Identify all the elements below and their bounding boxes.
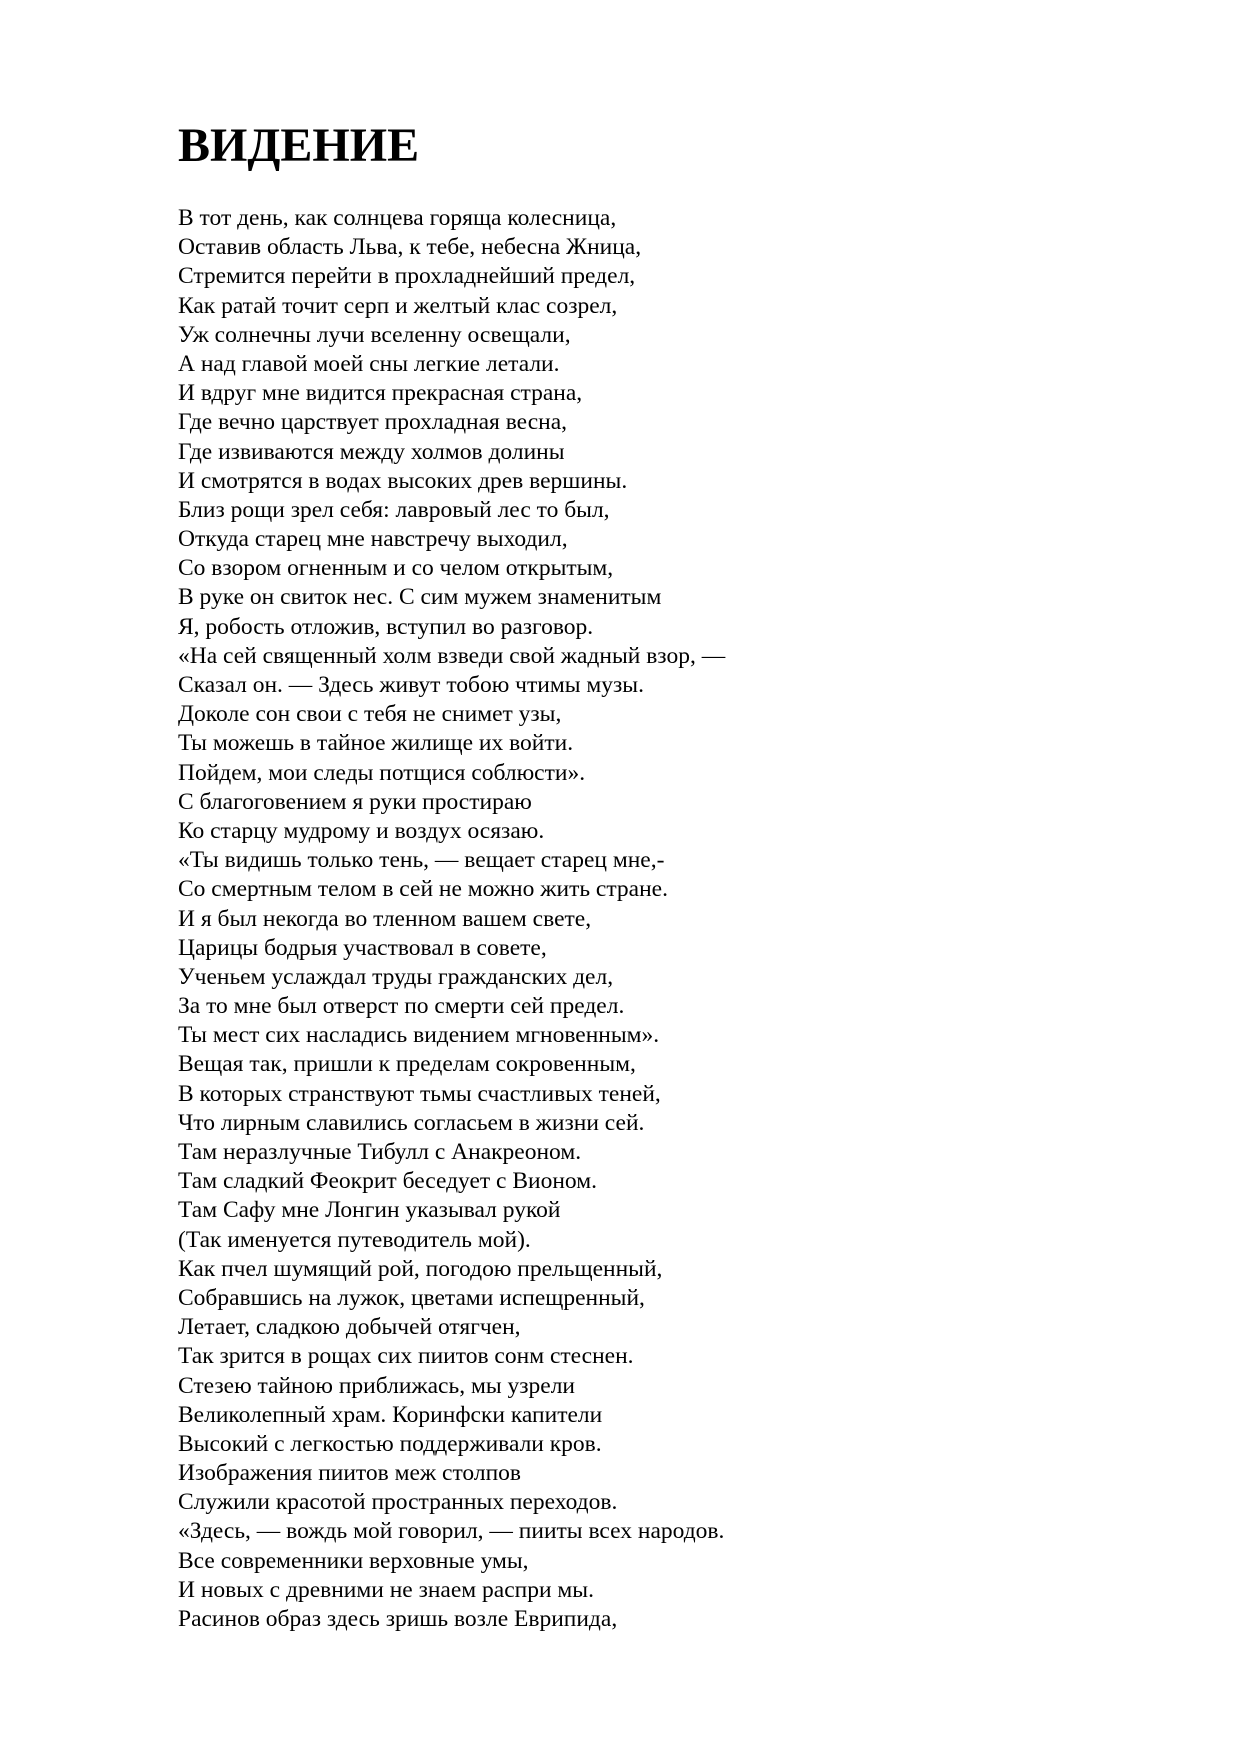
poem-line: Высокий с легкостью поддерживали кров. — [178, 1430, 602, 1457]
poem-line: И вдруг мне видится прекрасная страна, — [178, 380, 583, 407]
poem-line: Доколе сон свои с тебя не снимет узы, — [178, 701, 562, 728]
poem-line: Вещая так, пришли к пределам сокровенным, — [178, 1051, 636, 1078]
poem-line: Расинов образ здесь зришь возле Еврипида, — [178, 1606, 618, 1632]
poem-line: И я был некогда во тленном вашем свете, — [178, 905, 592, 932]
poem-line: Пойдем, мои следы потщися соблюсти». — [178, 759, 586, 786]
poem-line: Где вечно царствует прохладная весна, — [178, 409, 568, 436]
poem-line: Откуда старец мне навстречу выходил, — [178, 526, 568, 553]
poem-line: Ты можешь в тайное жилище их войти. — [178, 730, 574, 757]
poem-line: Там Сафу мне Лонгин указывал рукой — [178, 1197, 561, 1224]
poem-line: И смотрятся в водах высоких древ вершины. — [178, 467, 628, 494]
poem-line: С благоговением я руки простираю — [178, 788, 532, 815]
poem-line: Собравшись на лужок, цветами испещренный, — [178, 1284, 645, 1311]
poem-line: Уж солнечны лучи вселенну освещали, — [178, 321, 571, 348]
poem-line: Там неразлучные Тибулл с Анакреоном. — [178, 1139, 582, 1165]
poem-line: (Так именуется путеводитель мой). — [178, 1226, 531, 1253]
poem-line: Сказал он. — Здесь живут тобою чтимы музы. — [178, 672, 644, 698]
poem-line: А над главой моей сны легкие летали. — [178, 350, 560, 377]
poem-line: «Здесь, — вождь мой говорил, — пииты всех народов. — [178, 1518, 725, 1545]
poem-line: Так зрится в рощах сих пиитов сонм стеснен. — [178, 1343, 634, 1370]
poem-line: Ученьем услаждал труды гражданских дел, — [178, 963, 614, 990]
poem-line: Царицы бодрыя участвовал в совете, — [178, 934, 547, 961]
poem-line: В которых странствуют тьмы счастливых теней, — [178, 1080, 661, 1107]
poem-line: Великолепный храм. Коринфски капители — [178, 1401, 603, 1428]
poem-line: Как пчел шумящий рой, погодою прельщенный, — [178, 1255, 663, 1282]
poem-line: Оставив область Льва, к тебе, небесна Жница, — [178, 234, 642, 261]
poem-text — [178, 204, 725, 1634]
poem-title: ВИДЕНИЕ — [178, 119, 420, 172]
poem-line: Стремится перейти в прохладнейший предел, — [178, 263, 636, 290]
poem-line: Я, робость отложив, вступил во разговор. — [178, 613, 594, 640]
poem-line: Со взором огненным и со челом открытым, — [178, 555, 614, 582]
poem-line: Близ рощи зрел себя: лавровый лес то был, — [178, 496, 610, 523]
poem-line: Где извиваются между холмов долины — [178, 438, 565, 465]
poem-line: Ты мест сих насладись видением мгновенным». — [178, 1022, 660, 1049]
poem-line: Летает, сладкою добычей отягчен, — [178, 1314, 521, 1341]
poem-line: Там сладкий Феокрит беседует с Вионом. — [178, 1168, 597, 1195]
poem-line: Все современники верховные умы, — [178, 1547, 529, 1574]
poem-line: В тот день, как солнцева горяща колесница, — [178, 205, 617, 231]
poem-line: Что лирным славились согласьем в жизни сей. — [178, 1109, 645, 1136]
poem-line: Стезею тайною приближась, мы узрели — [178, 1372, 576, 1399]
poem-line: «Ты видишь только тень, — вещает старец мне,- — [178, 847, 665, 874]
poem-line: Изображения пиитов меж столпов — [178, 1460, 521, 1487]
poem-line: За то мне был отверст по смерти сей предел. — [178, 993, 625, 1020]
poem-line: «На сей священный холм взведи свой жадный взор, — — [178, 642, 726, 669]
poem-line: И новых с древними не знаем распри мы. — [178, 1576, 594, 1603]
poem-line: Ко старцу мудрому и воздух осязаю. — [178, 817, 545, 844]
poem-line: В руке он свиток нес. С сим мужем знаменитым — [178, 584, 662, 611]
poem-line: Служили красотой пространных переходов. — [178, 1489, 618, 1516]
poem-line: Как ратай точит серп и желтый клас созрел, — [178, 292, 618, 319]
poem-line: Со смертным телом в сей не можно жить стране. — [178, 876, 668, 903]
